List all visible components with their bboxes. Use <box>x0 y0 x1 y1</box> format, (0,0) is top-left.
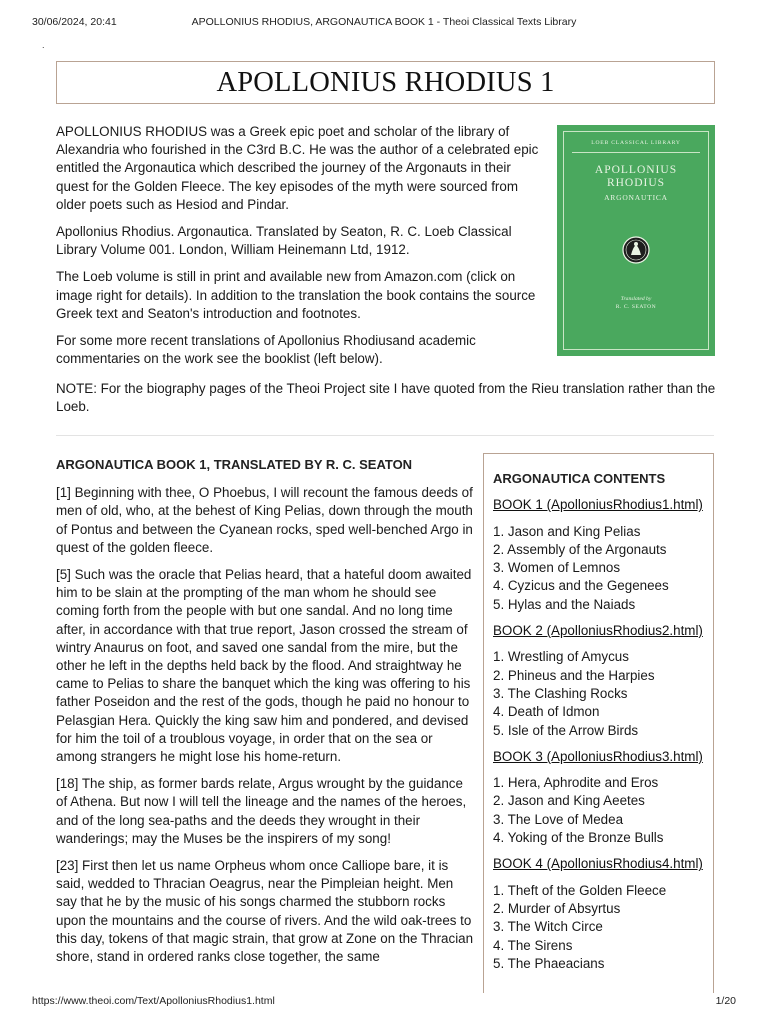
chapter-item: 1. Jason and King Pelias <box>493 523 641 539</box>
intro-paragraph: Apollonius Rhodius. Argonautica. Translated by Seaton, R. C. Loeb Classical Library Volume 001. London, William Heinemann Ltd, 1912. <box>56 224 512 258</box>
chapter-item: 1. Hera, Aphrodite and Eros <box>493 775 659 791</box>
text-paragraph: [1] Beginning with thee, O Phoebus, I will recount the famous deeds of men of old, who, at the behest of King Pelias, down through the mouth of Pontus and between the Cyanean rocks, sped well-benched Argo in quest of the golden fleece. <box>56 485 473 555</box>
intro-paragraph: APOLLONIUS RHODIUS was a Greek epic poet and scholar of the library of Alexandria who fourished in the C3rd B.C. He was the author of a celebrated epic entitled the Argonautica which described the journey of the Argonauts in their quest for the Golden Fleece. The key episodes of the myth were sourced from older poets such as Hesiod and Pindar. <box>56 124 539 212</box>
book-3-link[interactable]: BOOK 3 (ApolloniusRhodius3.html) <box>493 748 703 764</box>
chapter-item: 4. Cyzicus and the Gegenees <box>493 578 669 594</box>
chapter-item: 3. Women of Lemnos <box>493 560 621 576</box>
chapter-item: 2. Assembly of the Argonauts <box>493 541 667 557</box>
chapter-item: 1. Theft of the Golden Fleece <box>493 882 667 898</box>
book-cover-frame <box>563 131 709 350</box>
chapter-item: 2. Murder of Absyrtus <box>493 900 621 916</box>
chapter-item: 5. Hylas and the Naiads <box>493 596 636 612</box>
book-1-chapter-list <box>493 523 713 614</box>
book-2-link[interactable]: BOOK 2 (ApolloniusRhodius2.html) <box>493 623 703 639</box>
intro-paragraph: For some more recent translations of Apollonius Rhodiusand academic commentaries on the work see the booklist (left below). <box>56 333 476 367</box>
print-url: https://www.theoi.com/Text/ApolloniusRhodius1.html <box>32 995 275 1007</box>
print-page-title: APOLLONIUS RHODIUS, ARGONAUTICA BOOK 1 - Theoi Classical Texts Library <box>191 16 577 28</box>
contents-heading: ARGONAUTICA CONTENTS <box>493 471 666 486</box>
chapter-item: 4. The Sirens <box>493 937 573 953</box>
book-cover-rule <box>572 152 700 153</box>
chapter-item: 3. The Witch Circe <box>493 919 603 935</box>
title-box <box>56 61 715 104</box>
book-cover-series: LOEB CLASSICAL LIBRARY <box>591 140 681 146</box>
print-datetime: 30/06/2024, 20:41 <box>32 16 117 28</box>
book-cover-image[interactable] <box>557 125 715 356</box>
page-title: APOLLONIUS RHODIUS 1 <box>216 66 555 98</box>
book-cover-author <box>564 164 708 190</box>
book-3-chapter-list <box>493 774 713 847</box>
print-page-number: 1/20 <box>715 995 736 1007</box>
chapter-item: 4. Yoking of the Bronze Bulls <box>493 830 664 846</box>
book-2-chapter-list <box>493 648 713 739</box>
chapter-item: 5. The Phaeacians <box>493 955 605 971</box>
chapter-item: 3. The Love of Medea <box>493 811 624 827</box>
text-paragraph: [23] First then let us name Orpheus whom once Calliope bare, it is said, wedded to Thracian Oeagrus, near the Pimpleian height. Men say that he by the music of his songs charmed the stubborn rocks upon the mountains and the course of rivers. And the wild oak-trees to this day, tokens of that magic strain, that grow at Zone on the Thracian shore, stand in ordered ranks close together, the same <box>56 858 474 965</box>
book-1-link[interactable]: BOOK 1 (ApolloniusRhodius1.html) <box>493 497 703 513</box>
decorative-dot: . <box>42 40 45 50</box>
intro-note: NOTE: For the biography pages of the Theoi Project site I have quoted from the Rieu translation rather than the Loeb. <box>56 381 716 415</box>
intro-paragraph: The Loeb volume is still in print and available new from Amazon.com (click on image right for details). In addition to the translation the book contains the source Greek text and Seaton's introduction and footnotes. <box>56 269 536 321</box>
loeb-emblem-icon <box>621 235 651 265</box>
intro-section <box>56 123 546 377</box>
chapter-item: 2. Phineus and the Harpies <box>493 667 655 683</box>
section-heading: ARGONAUTICA BOOK 1, TRANSLATED BY R. C. SEATON <box>56 457 413 472</box>
text-paragraph: [18] The ship, as former bards relate, Argus wrought by the guidance of Athena. But now I will tell the lineage and the names of the heroes, and of the long sea-paths and the deeds they wrought in their wanderings; may the Muses be the inspirers of my song! <box>56 776 467 846</box>
text-paragraph: [5] Such was the oracle that Pelias heard, that a hateful doom awaited him to be slain at the prompting of the man whom he should see coming forth from the people with but one sandal. And no long time after, in accordance with that true report, Jason crossed the stream of wintry Anaurus on foot, and saved one sandal from the mire, but the other he left in the depths held back by the flood. And straightway he came to Pelias to share the banquet which the king was offering to his father Poseidon and the rest of the gods, though he paid no honour to Pelasgian Hera. Quickly the king saw him and pondered, and devised for him the toil of a troublous voyage, in order that on the sea or among strangers he might lose his home-return. <box>56 567 472 765</box>
section-divider <box>56 435 714 436</box>
contents-sidebar <box>483 453 714 993</box>
book-cover-translator: R. C. SEATON <box>615 304 657 310</box>
book-cover-author-line: RHODIUS <box>606 177 666 189</box>
chapter-item: 2. Jason and King Aeetes <box>493 793 645 809</box>
chapter-item: 5. Isle of the Arrow Birds <box>493 722 639 738</box>
chapter-item: 4. Death of Idmon <box>493 704 600 720</box>
book-cover-author-line: APOLLONIUS <box>594 164 678 176</box>
chapter-item: 1. Wrestling of Amycus <box>493 649 629 665</box>
book-cover-translated-by: Translated by <box>620 296 652 302</box>
chapter-item: 3. The Clashing Rocks <box>493 685 628 701</box>
main-text <box>56 456 476 975</box>
book-4-link[interactable]: BOOK 4 (ApolloniusRhodius4.html) <box>493 856 703 872</box>
book-4-chapter-list <box>493 882 713 973</box>
book-cover-work: ARGONAUTICA <box>604 193 668 202</box>
